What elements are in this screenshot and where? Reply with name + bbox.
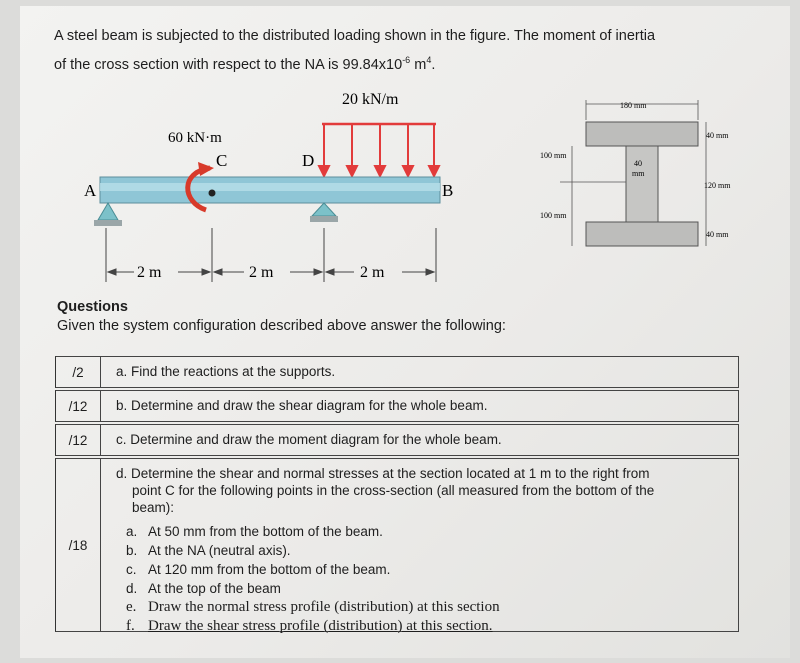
sub-item-f [126,617,738,636]
sub-label-d: d. [126,581,138,596]
inertia-text: of the cross section with respect to the NA is 99.84x10 [54,56,403,73]
period: . [431,56,436,73]
points-b: /12 [56,391,101,421]
sub-text-a: At 50 mm from the bottom of the beam. [148,524,383,539]
unit-exponent: 4 [426,55,432,65]
questions-heading: Questions [57,299,128,315]
moment-label: 60 kN·m [168,130,222,146]
web-height-dim: 120 mm [704,181,731,190]
sub-text-b: At the NA (neutral axis). [148,543,291,558]
questions-table [55,356,739,632]
flange-top-dim: 40 mm [706,131,729,140]
unit-text: m [410,56,427,73]
sub-item-c [126,560,738,579]
width-dim: 180 mm [620,101,647,110]
points-c: /12 [56,425,101,455]
span-1: 2 m [137,264,162,281]
label-d: D [302,151,315,170]
question-a: a. Find the reactions at the supports. [116,364,336,379]
load-label: 20 kN/m [342,91,399,108]
questions-intro: Given the system configuration described above answer the following: [57,318,506,334]
question-row-b [55,390,739,422]
figure [0,0,800,300]
point-c-dot [209,190,216,197]
support-a [94,203,122,226]
web [626,146,658,222]
distributed-load [319,124,439,176]
sub-item-e [126,598,738,617]
sub-item-b [126,541,738,560]
points-a: /2 [56,357,101,387]
sub-label-a: a. [126,524,138,539]
span-3: 2 m [360,264,385,281]
sub-text-c: At 120 mm from the bottom of the beam. [148,562,391,577]
question-row-a [55,356,739,388]
web-unit: mm [632,169,645,178]
label-a: A [84,181,97,200]
top-flange [586,122,698,146]
sub-label-e: e. [126,599,137,615]
bottom-flange [586,222,698,246]
question-d-line-2: point C for the following points in the cross-section (all measured from the bottom of the [132,483,655,498]
question-b: b. Determine and draw the shear diagram for the whole beam. [116,398,488,413]
question-d-line-3: beam): [132,500,175,515]
question-d [108,459,738,522]
support-d [310,203,338,222]
points-d: /18 [56,459,101,631]
lower-dim: 100 mm [540,211,567,220]
question-row-d [55,458,739,632]
sub-label-b: b. [126,543,138,558]
sub-text-d: At the top of the beam [148,581,281,596]
beam-highlight [100,183,440,191]
label-b: B [442,181,454,200]
beam-diagram [84,91,453,282]
cross-section [540,100,731,246]
moment-arrowhead [198,162,214,176]
flange-bottom-dim: 40 mm [706,230,729,239]
sub-label-c: c. [126,562,137,577]
question-d-line-1: d. Determine the shear and normal stresses at the section located at 1 m to the right from [116,466,650,481]
sub-text-f: Draw the shear stress profile (distribution) at this section. [148,618,493,634]
label-c: C [216,151,228,170]
upper-dim: 100 mm [540,151,567,160]
problem-line-1: A steel beam is subjected to the distributed loading shown in the figure. The moment of inertia [54,28,656,44]
sub-text-e: Draw the normal stress profile (distribution) at this section [148,599,500,615]
sub-label-f: f. [126,618,135,634]
span-2: 2 m [249,264,274,281]
question-c: c. Determine and draw the moment diagram for the whole beam. [116,432,502,447]
question-row-c [55,424,739,456]
web-width-dim: 40 [634,159,642,168]
exponent: -6 [402,55,411,65]
sub-item-d [126,579,738,598]
sub-item-a [126,522,738,541]
